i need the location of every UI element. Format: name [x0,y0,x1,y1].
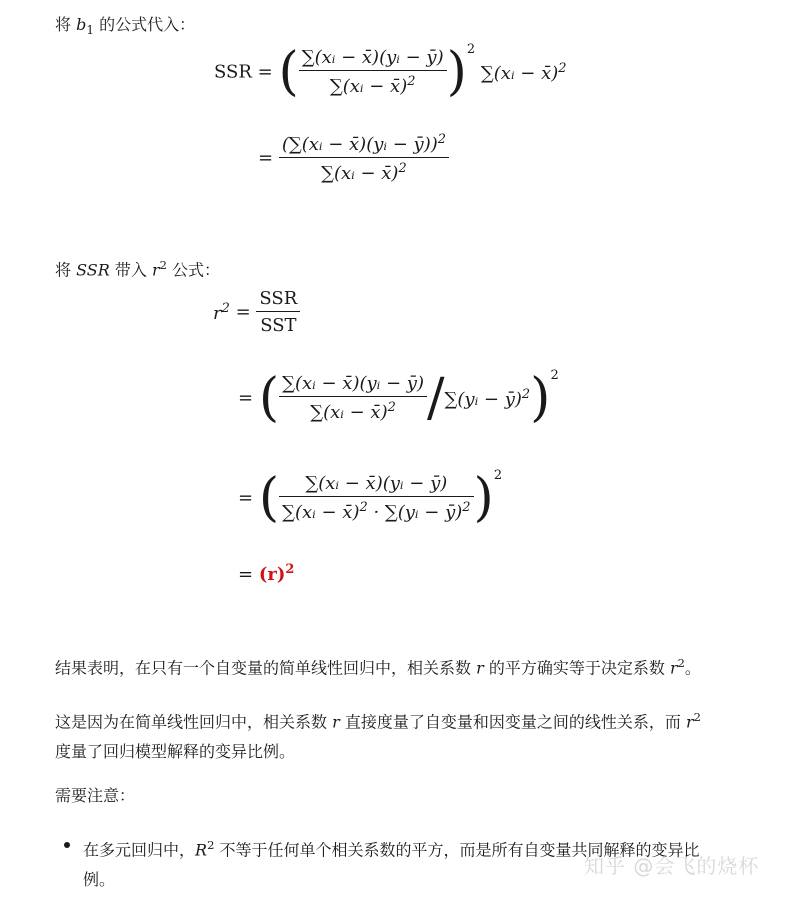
final-result-text: (r) [258,564,286,585]
var-ssr: SSR [76,260,110,280]
equals-sign: = [238,387,254,409]
exponent: 2 [221,300,230,316]
intro-substitute-b1 [55,10,195,45]
bullet-text: 在多元回归中， [83,840,196,860]
paragraph-text: 直接度量了自变量和因变量之间的线性关系，而 [339,712,686,732]
numerator: ∑(xᵢ − x̄)(yᵢ − ȳ) [279,473,473,497]
paragraph-result [55,648,701,683]
exponent: 2 [387,400,396,415]
bullet-text: 例。 [83,870,116,890]
fraction [299,47,447,97]
exponent: 2 [693,710,701,724]
exponent: 2 [677,656,685,670]
division-slash: / [427,368,445,428]
intro-text: 将 [55,15,77,34]
left-paren: ( [258,468,280,528]
equals-sign: = [258,147,274,169]
equation-r2-line2 [238,368,559,428]
paragraph-text: 的平方确实等于决定系数 [483,658,670,678]
equals-sign: = [238,487,254,509]
paragraph-text: 结果表明，在只有一个自变量的简单线性回归中，相关系数 [55,658,477,678]
var-r: r [213,302,222,324]
numerator: ∑(xᵢ − x̄)(yᵢ − ȳ) [299,47,447,71]
left-paren: ( [258,368,280,428]
watermark: 知乎 @会飞的烧杯 [584,854,760,878]
right-paren: ) [530,368,551,428]
denominator [279,497,473,523]
denominator-text: ∑(xᵢ − x̄) [310,402,388,423]
sum-tail [444,386,531,410]
numerator [279,132,449,158]
exponent: 2 [207,838,215,852]
var-r: r [332,712,340,732]
denominator: SST [260,315,297,336]
r2-lhs [213,300,230,324]
equation-r2-line1 [213,288,300,336]
exponent: 2 [407,74,416,89]
exponent: 2 [285,562,295,577]
intro-text: 公式： [166,260,221,280]
exponent: 2 [159,258,167,272]
equation-r2-line3 [238,468,503,528]
equation-ssr-line2 [258,132,449,184]
bullet-text: 不等于任何单个相关系数的平方，而是所有自变量共同解释的变异比 [214,840,700,860]
var-r: r [669,658,678,678]
denominator-text: ∑(xᵢ − x̄) [321,163,399,184]
subscript-1: 1 [86,23,94,38]
denominator-text: ∑(xᵢ − x̄) [329,76,408,97]
paragraph-explanation [55,702,770,767]
right-paren: ) [473,468,494,528]
var-r: r [476,658,484,678]
denominator [279,397,427,423]
sum-tail [480,60,567,84]
right-paren: ) [446,42,467,102]
fraction [256,288,300,336]
exponent: 2 [493,468,503,483]
var-r: r [151,260,160,280]
var-R: R [195,840,208,860]
equals-sign: = [235,301,251,323]
denominator [299,71,447,97]
ssr-lhs: SSR = [214,61,273,83]
sum-tail-text: ∑(yᵢ − ȳ) [444,388,522,410]
note-heading: 需要注意： [55,786,136,805]
paragraph-text: 这是因为在简单线性回归中，相关系数 [55,712,333,732]
intro-text: 带入 [109,260,152,280]
denominator-text: ∑(xᵢ − x̄) [282,502,360,523]
numerator: SSR [256,288,300,312]
exponent: 2 [521,386,531,402]
var-b: b [76,15,87,34]
dot-operator: · [367,502,385,523]
exponent: 2 [359,500,368,515]
sum-tail-text: ∑(xᵢ − x̄) [480,62,559,84]
denominator [279,158,449,184]
exponent: 2 [466,42,476,57]
exponent: 2 [398,161,407,176]
intro-substitute-ssr [55,250,220,285]
denominator-text: ∑(yᵢ − ȳ) [384,502,463,523]
equation-r2-line4 [238,562,294,585]
exponent: 2 [558,60,567,76]
exponent: 2 [437,132,446,147]
fraction [279,373,427,423]
equals-sign: = [238,564,254,585]
paragraph-text: 度量了回归模型解释的变异比例。 [55,742,296,762]
intro-text: 的公式代入： [93,15,196,34]
bullet-dot [64,842,70,848]
numerator-text: (∑(xᵢ − x̄)(yᵢ − ȳ)) [281,134,438,155]
exponent: 2 [550,368,559,383]
fraction [279,473,473,523]
paragraph-text: 。 [684,658,701,678]
numerator: ∑(xᵢ − x̄)(yᵢ − ȳ) [279,373,427,397]
equation-ssr-line1 [214,42,567,102]
exponent: 2 [462,500,471,515]
left-paren: ( [278,42,299,102]
var-r: r [685,712,694,732]
intro-text: 将 [55,260,77,280]
fraction [279,132,449,184]
final-result [259,564,295,585]
